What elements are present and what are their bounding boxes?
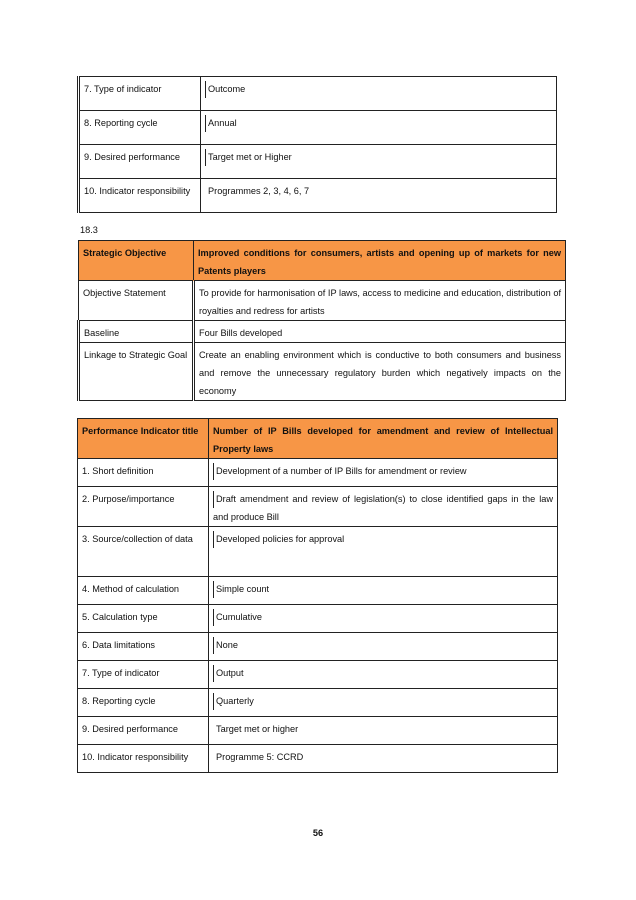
row-label: 3. Source/collection of data	[78, 527, 209, 577]
row-value-cell	[209, 745, 558, 773]
row-label: 10. Indicator responsibility	[79, 179, 201, 213]
table-row	[79, 111, 557, 145]
row-label: 7. Type of indicator	[78, 661, 209, 689]
row-value: Cumulative	[216, 612, 262, 622]
row-label: 7. Type of indicator	[79, 77, 201, 111]
indicator-continuation-table	[77, 76, 557, 213]
table-row	[78, 487, 558, 527]
row-value: Quarterly	[216, 696, 254, 706]
table-row	[78, 661, 558, 689]
row-value-cell	[201, 111, 557, 145]
header-value: Number of IP Bills developed for amendment and review of Intellectual Property laws	[209, 419, 558, 459]
table-row	[79, 281, 566, 321]
row-value: Development of a number of IP Bills for amendment or review	[216, 466, 467, 476]
table-row	[79, 343, 566, 401]
row-label: 9. Desired performance	[78, 717, 209, 745]
row-label: 5. Calculation type	[78, 605, 209, 633]
row-label: 6. Data limitations	[78, 633, 209, 661]
table-row	[79, 145, 557, 179]
cell-marker	[213, 665, 214, 682]
table-row	[78, 745, 558, 773]
row-value-cell	[209, 459, 558, 487]
table-row	[78, 605, 558, 633]
row-label: Linkage to Strategic Goal	[79, 343, 194, 401]
row-value: None	[216, 640, 238, 650]
table-row	[78, 527, 558, 577]
cell-marker	[205, 149, 206, 166]
table-row	[78, 577, 558, 605]
row-value-cell	[201, 179, 557, 213]
cell-marker	[213, 637, 214, 654]
row-value: Simple count	[216, 584, 270, 594]
section-number: 18.3	[80, 225, 98, 235]
table-row	[79, 321, 566, 343]
row-label: 2. Purpose/importance	[78, 487, 209, 527]
row-value-cell	[201, 77, 557, 111]
table-row	[78, 717, 558, 745]
row-value-cell	[201, 145, 557, 179]
row-value: Output	[216, 668, 244, 678]
row-value-cell	[209, 605, 558, 633]
row-value: Four Bills developed	[194, 321, 566, 343]
cell-marker	[213, 463, 214, 480]
strategic-objective-table	[77, 240, 566, 401]
row-value: Target met or Higher	[208, 152, 292, 162]
cell-marker	[213, 491, 214, 508]
table-header-row	[79, 241, 566, 281]
row-value-cell	[209, 487, 558, 527]
cell-marker	[213, 609, 214, 626]
row-value-cell	[209, 633, 558, 661]
row-label: 4. Method of calculation	[78, 577, 209, 605]
row-value: Outcome	[208, 84, 246, 94]
row-label: 8. Reporting cycle	[79, 111, 201, 145]
table-header-row	[78, 419, 558, 459]
table-row	[79, 179, 557, 213]
row-value: Developed policies for approval	[216, 534, 345, 544]
header-label: Performance Indicator title	[78, 419, 209, 459]
row-label: 8. Reporting cycle	[78, 689, 209, 717]
row-label: 1. Short definition	[78, 459, 209, 487]
row-value: Create an enabling environment which is conductive to both consumers and business and remove the unnecessary regulatory burden which negatively impacts on the economy	[194, 343, 566, 401]
cell-marker	[205, 81, 206, 98]
row-label: 9. Desired performance	[79, 145, 201, 179]
header-label: Strategic Objective	[79, 241, 194, 281]
row-value-cell	[209, 717, 558, 745]
table-row	[78, 689, 558, 717]
row-label: 10. Indicator responsibility	[78, 745, 209, 773]
row-label: Objective Statement	[79, 281, 194, 321]
row-label: Baseline	[79, 321, 194, 343]
row-value-cell	[209, 689, 558, 717]
row-value: Programme 5: CCRD	[216, 752, 304, 762]
cell-marker	[213, 531, 214, 548]
table-row	[78, 633, 558, 661]
cell-marker	[213, 581, 214, 598]
row-value: Programmes 2, 3, 4, 6, 7	[208, 186, 310, 196]
header-value: Improved conditions for consumers, artists and opening up of markets for new Patents players	[194, 241, 566, 281]
row-value: Annual	[208, 118, 237, 128]
row-value-cell	[209, 661, 558, 689]
row-value-cell	[209, 527, 558, 577]
row-value: To provide for harmonisation of IP laws, access to medicine and education, distribution of royalties and redress for artists	[194, 281, 566, 321]
page-number: 56	[312, 828, 324, 838]
cell-marker	[205, 115, 206, 132]
row-value: Draft amendment and review of legislation(s) to close identified gaps in the law and produce Bill	[213, 494, 553, 522]
row-value-cell	[209, 577, 558, 605]
table-row	[79, 77, 557, 111]
cell-marker	[213, 693, 214, 710]
row-value: Target met or higher	[216, 724, 299, 734]
performance-indicator-table	[77, 418, 558, 773]
table-row	[78, 459, 558, 487]
